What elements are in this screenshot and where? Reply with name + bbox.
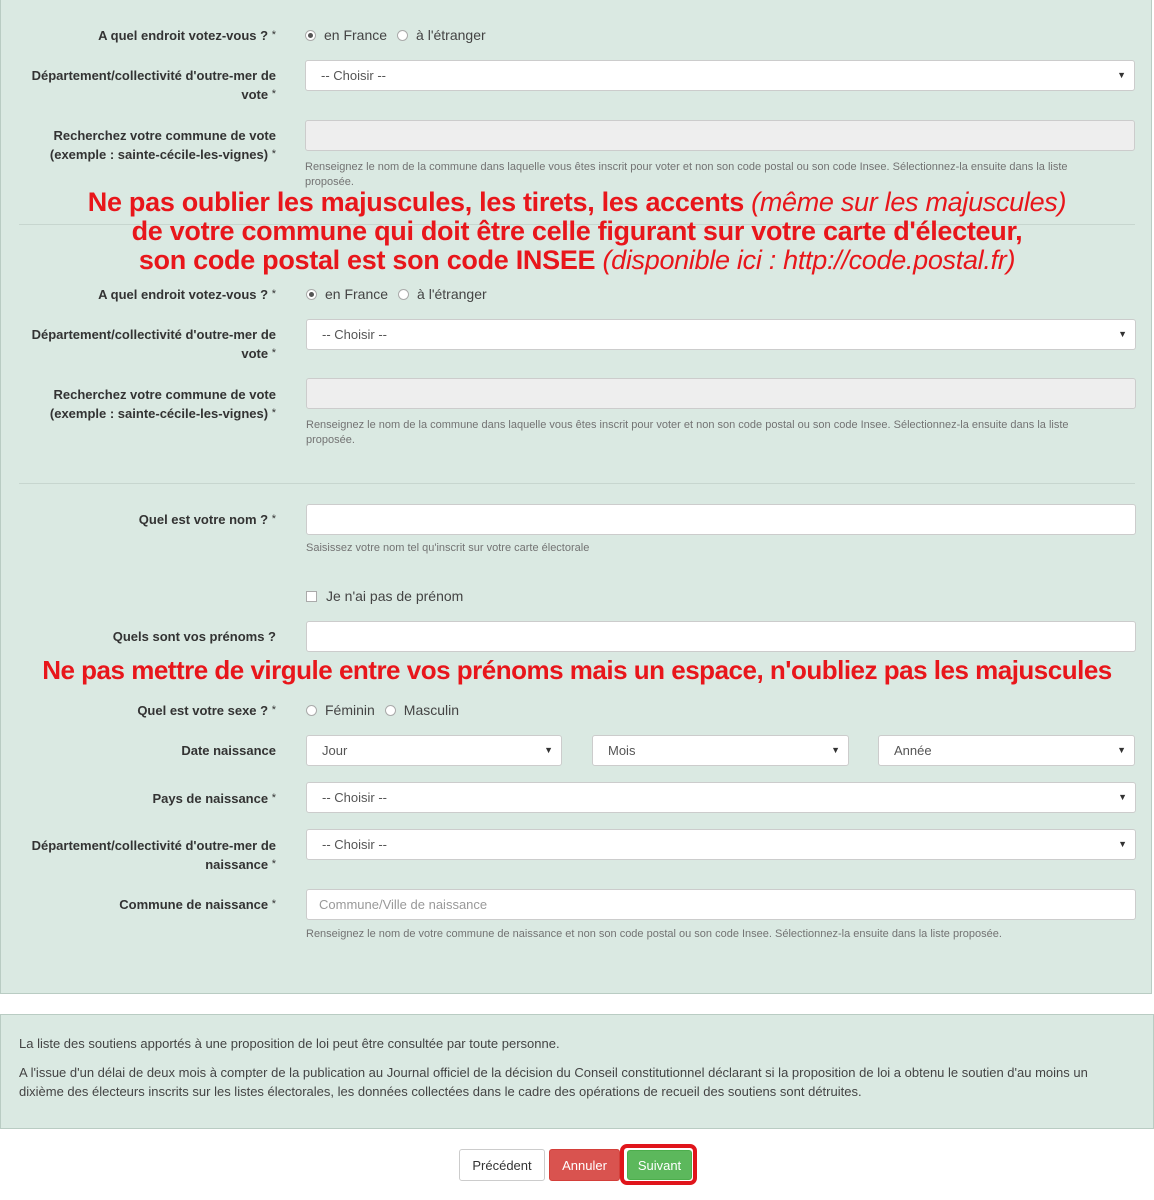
chevron-down-icon: ▼ — [1118, 839, 1127, 849]
info-paragraph-1: La liste des soutiens apportés à une proposition de loi peut être consultée par toute personne. — [19, 1036, 560, 1051]
birth-city-input[interactable] — [306, 889, 1136, 920]
birth-dept-value: -- Choisir -- — [322, 837, 387, 852]
birthdate-label: Date naissance — [181, 743, 276, 758]
sex-radio-group — [306, 700, 469, 720]
next-button[interactable]: Suivant — [627, 1150, 692, 1180]
annotation-1 — [0, 188, 1154, 275]
birth-month-select[interactable] — [592, 735, 849, 766]
vote-place-label-1: A quel endroit votez-vous ? * — [98, 28, 276, 43]
radio-france-label-2: en France — [325, 286, 389, 302]
info-paragraph-2: A l'issue d'un délai de deux mois à compter de la publication au Journal officiel de la décision du Conseil constitutionnel déclarant si la proposition de loi a obtenu le soutien d'au moins un dixième des électeurs inscrits sur les listes électorales, les données collectées dans le cadre des opérations de recueil des soutiens sont détruites. — [19, 1065, 1088, 1099]
dept-select-value-2: -- Choisir -- — [322, 327, 387, 342]
birth-dept-select[interactable] — [306, 829, 1136, 860]
annotation-2: Ne pas mettre de virgule entre vos prénoms mais un espace, n'oubliez pas les majuscules — [42, 655, 1112, 685]
chevron-down-icon: ▼ — [1118, 329, 1127, 339]
firstnames-input[interactable] — [306, 621, 1136, 652]
birth-city-label: Commune de naissance * — [119, 897, 276, 912]
previous-button[interactable]: Précédent — [459, 1149, 545, 1181]
dept-select-2[interactable] — [306, 319, 1136, 350]
annotation-1-line1: Ne pas oublier les majuscules, les tirets, les accents (même sur les majuscules) — [87, 187, 1067, 217]
chevron-down-icon: ▼ — [1118, 792, 1127, 802]
no-firstname-label: Je n'ai pas de prénom — [326, 588, 464, 604]
radio-female[interactable] — [306, 705, 317, 716]
radio-abroad-label-1: à l'étranger — [416, 27, 486, 43]
cancel-button[interactable]: Annuler — [549, 1149, 620, 1181]
commune-input-1[interactable] — [305, 120, 1135, 151]
name-help: Saisissez votre nom tel qu'inscrit sur votre carte électorale — [306, 542, 590, 554]
radio-male[interactable] — [385, 705, 396, 716]
vote-place-label-2: A quel endroit votez-vous ? * — [98, 287, 276, 302]
firstnames-label: Quels sont vos prénoms ? — [112, 629, 276, 644]
no-firstname-checkbox[interactable] — [306, 591, 317, 602]
name-input[interactable] — [306, 504, 1136, 535]
birth-year-select[interactable] — [878, 735, 1135, 766]
dept-label-1: Département/collectivité d'outre-mer de vote * — [31, 68, 276, 102]
birth-city-placeholder: Commune/Ville de naissance — [319, 897, 488, 912]
dept-label-2: Département/collectivité d'outre-mer de vote * — [31, 327, 276, 361]
commune-label-2: Recherchez votre commune de vote (exemple : sainte-cécile-les-vignes) * — [49, 387, 276, 421]
birth-year-value: Année — [894, 743, 932, 758]
annotation-1-line2: de votre commune qui doit être celle figurant sur votre carte d'électeur, — [131, 216, 1023, 246]
chevron-down-icon: ▼ — [1117, 745, 1126, 755]
vote-place-radio-group-1 — [305, 25, 496, 45]
sex-label: Quel est votre sexe ? * — [137, 703, 276, 718]
radio-abroad-label-2: à l'étranger — [417, 286, 487, 302]
radio-female-label: Féminin — [325, 702, 375, 718]
commune-help-1: Renseignez le nom de la commune dans laquelle vous êtes inscrit pour voter et non son code postal ou son code Insee. Sélectionnez-la ensuite dans la liste proposée. — [305, 161, 1068, 188]
radio-abroad-1[interactable] — [397, 30, 408, 41]
no-firstname-row — [306, 586, 463, 606]
chevron-down-icon: ▼ — [1117, 70, 1126, 80]
radio-france-label-1: en France — [324, 27, 388, 43]
birth-day-select[interactable] — [306, 735, 562, 766]
birth-dept-label: Département/collectivité d'outre-mer de naissance * — [31, 838, 276, 872]
birth-city-help: Renseignez le nom de votre commune de naissance et non son code postal ou son code Insee. Sélectionnez-la ensuite dans la liste proposée. — [306, 928, 1002, 940]
radio-male-label: Masculin — [403, 702, 460, 718]
commune-help-2: Renseignez le nom de la commune dans laquelle vous êtes inscrit pour voter et non son code postal ou son code Insee. Sélectionnez-la ensuite dans la liste proposée. — [306, 419, 1069, 446]
radio-abroad-2[interactable] — [398, 289, 409, 300]
chevron-down-icon: ▼ — [831, 745, 840, 755]
info-panel — [0, 1014, 1154, 1129]
birth-country-label: Pays de naissance * — [152, 791, 276, 806]
birth-day-value: Jour — [322, 743, 348, 758]
commune-input-2[interactable] — [306, 378, 1136, 409]
birth-country-select[interactable] — [306, 782, 1136, 813]
dept-select-1[interactable] — [305, 60, 1135, 91]
commune-label-1: Recherchez votre commune de vote (exemple : sainte-cécile-les-vignes) * — [49, 128, 276, 162]
birth-month-value: Mois — [608, 743, 636, 758]
name-label: Quel est votre nom ? * — [138, 512, 276, 527]
divider — [19, 483, 1135, 484]
birth-country-value: -- Choisir -- — [322, 790, 387, 805]
radio-france-2[interactable] — [306, 289, 317, 300]
chevron-down-icon: ▼ — [544, 745, 553, 755]
vote-place-radio-group-2 — [306, 284, 497, 304]
radio-france-1[interactable] — [305, 30, 316, 41]
dept-select-value-1: -- Choisir -- — [321, 68, 386, 83]
annotation-1-line3: son code postal est son code INSEE (disponible ici : http://code.postal.fr) — [138, 245, 1016, 275]
